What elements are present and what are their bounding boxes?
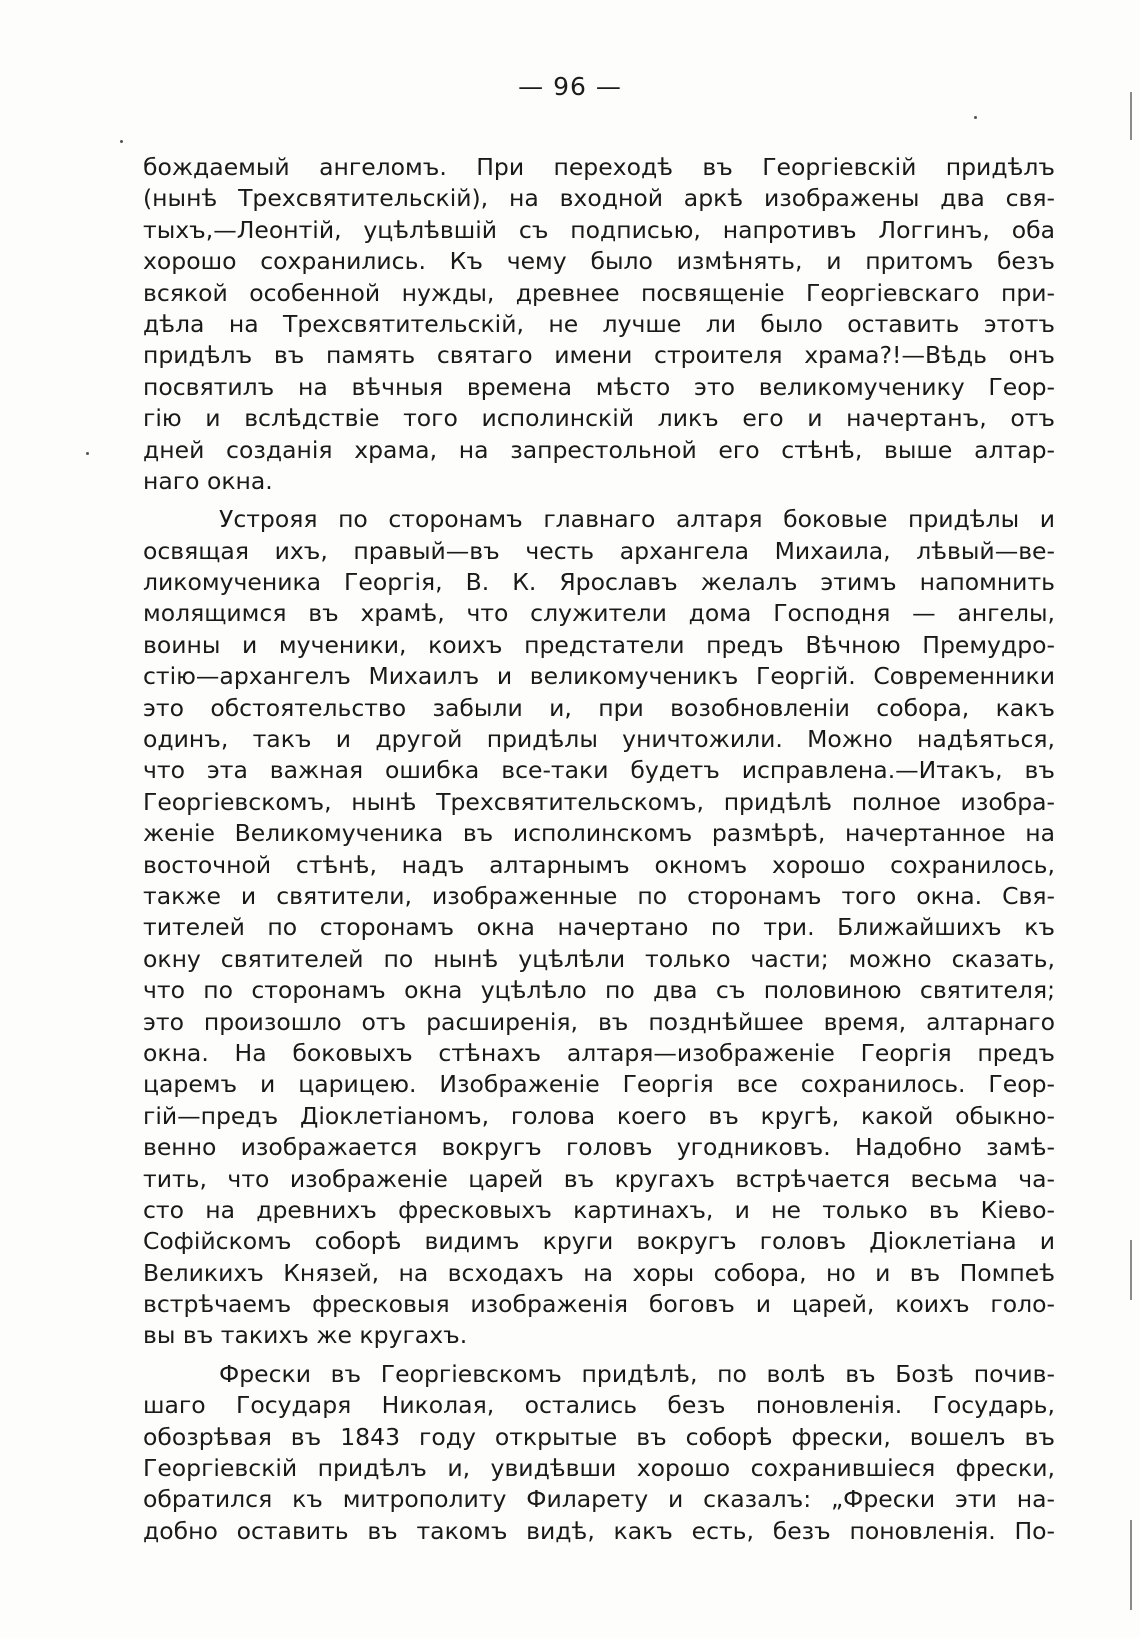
- text-line: тителей по сторонамъ окна начертано по три. Ближайшихъ къ: [143, 913, 1055, 942]
- text-line: женіе Великомученика въ исполинскомъ размѣрѣ, начертанное на: [143, 819, 1055, 848]
- text-line: всякой особенной нужды, древнее посвященіе Георгіевскаго при-: [143, 278, 1055, 307]
- text-line: гію и вслѣдствіе того исполинскій ликъ его и начертанъ, отъ: [143, 404, 1055, 433]
- text-line: освящая ихъ, правый—въ честь архангела Михаила, лѣвый—ве-: [143, 536, 1055, 565]
- text-line: царемъ и царицею. Изображеніе Георгія все сохранилось. Геор-: [143, 1070, 1055, 1099]
- scan-speck: [86, 452, 89, 455]
- page-number: — 96 —: [518, 72, 622, 101]
- text-line: Георгіевскомъ, нынѣ Трехсвятительскомъ, придѣлѣ полное изобра-: [143, 787, 1055, 816]
- text-line: добно оставить въ такомъ видѣ, какъ есть, безъ поновленія. По-: [143, 1516, 1055, 1545]
- text-line: придѣлъ въ память святаго имени строителя храма?!—Вѣдь онъ: [143, 341, 1055, 370]
- text-line: вы въ такихъ же кругахъ.: [143, 1321, 468, 1350]
- text-line: восточной стѣнѣ, надъ алтарнымъ окномъ хорошо сохранилось,: [143, 850, 1055, 879]
- text-line: Фрески въ Георгіевскомъ придѣлѣ, по волѣ въ Бозѣ почив-: [219, 1359, 1055, 1388]
- text-line: стію—архангелъ Михаилъ и великомученикъ Георгій. Современники: [143, 662, 1055, 691]
- text-line: что по сторонамъ окна уцѣлѣло по два съ половиною святителя;: [143, 976, 1055, 1005]
- text-line: шаго Государя Николая, остались безъ поновленія. Государь,: [143, 1391, 1055, 1420]
- text-line: также и святители, изображенные по сторонамъ того окна. Свя-: [143, 881, 1055, 910]
- body-text: [143, 152, 1055, 1547]
- text-line: воины и мученики, коихъ предстатели предъ Вѣчною Премудро-: [143, 630, 1055, 659]
- scan-edge-mark: [1130, 92, 1132, 140]
- text-line: ликомученика Георгія, В. К. Ярославъ желалъ этимъ напомнить: [143, 568, 1055, 597]
- text-line: что эта важная ошибка все-таки будетъ исправлена.—Итакъ, въ: [143, 756, 1055, 785]
- paragraph: [143, 504, 1055, 1352]
- text-line: тить, что изображеніе царей въ кругахъ встрѣчается весьма ча-: [143, 1164, 1055, 1193]
- text-line: венно изображается вокругъ головъ угодниковъ. Надобно замѣ-: [143, 1133, 1055, 1162]
- text-line: обратился къ митрополиту Филарету и сказалъ: „Фрески эти на-: [143, 1485, 1055, 1514]
- scan-speck: [120, 140, 123, 143]
- text-line: встрѣчаемъ фресковыя изображенія боговъ и царей, коихъ голо-: [143, 1290, 1055, 1319]
- text-line: окну святителей по нынѣ уцѣлѣли только части; можно сказать,: [143, 944, 1055, 973]
- paragraph: [143, 152, 1055, 497]
- text-line: Великихъ Князей, на всходахъ на хоры собора, но и въ Помпеѣ: [143, 1258, 1055, 1287]
- text-line: обозрѣвая въ 1843 году открытые въ соборѣ фрески, вошелъ въ: [143, 1422, 1055, 1451]
- text-line: Софійскомъ соборѣ видимъ круги вокругъ головъ Діоклетіана и: [143, 1227, 1055, 1256]
- text-line: Устрояя по сторонамъ главнаго алтаря боковые придѣлы и: [219, 505, 1055, 534]
- text-line: (нынѣ Трехсвятительскій), на входной аркѣ изображены два свя-: [143, 184, 1055, 213]
- scan-edge-mark: [1130, 1520, 1132, 1610]
- text-line: Георгіевскій придѣлъ и, увидѣвши хорошо сохранившіеся фрески,: [143, 1454, 1055, 1483]
- text-line: молящимся въ храмѣ, что служители дома Господня — ангелы,: [143, 599, 1055, 628]
- text-line: это обстоятельство забыли и, при возобновленіи собора, какъ: [143, 693, 1055, 722]
- text-line: тыхъ,—Леонтій, уцѣлѣвшій съ подписью, напротивъ Логгинъ, оба: [143, 215, 1055, 244]
- scan-edge-mark: [1130, 1240, 1132, 1300]
- text-line: сто на древнихъ фресковыхъ картинахъ, и не только въ Кіево-: [143, 1195, 1055, 1224]
- text-line: дней созданія храма, на запрестольной его стѣнѣ, выше алтар-: [143, 435, 1055, 464]
- text-line: посвятилъ на вѣчныя времена мѣсто это великомученику Геор-: [143, 372, 1055, 401]
- text-line: бождаемый ангеломъ. При переходѣ въ Георгіевскій придѣлъ: [143, 153, 1055, 181]
- paragraph: [143, 1359, 1055, 1547]
- text-line: наго окна.: [143, 466, 273, 495]
- text-line: одинъ, такъ и другой придѣлы уничтожили. Можно надѣяться,: [143, 725, 1055, 754]
- text-line: хорошо сохранились. Къ чему было измѣнять, и притомъ безъ: [143, 247, 1055, 276]
- text-line: гій—предъ Діоклетіаномъ, голова коего въ кругѣ, какой обыкно-: [143, 1101, 1055, 1130]
- text-line: дѣла на Трехсвятительскій, не лучше ли было оставить этотъ: [143, 309, 1055, 338]
- text-line: это произошло отъ расширенія, въ позднѣйшее время, алтарнаго: [143, 1007, 1055, 1036]
- scan-speck: [974, 116, 977, 119]
- text-line: окна. На боковыхъ стѣнахъ алтаря—изображеніе Георгія предъ: [143, 1038, 1055, 1067]
